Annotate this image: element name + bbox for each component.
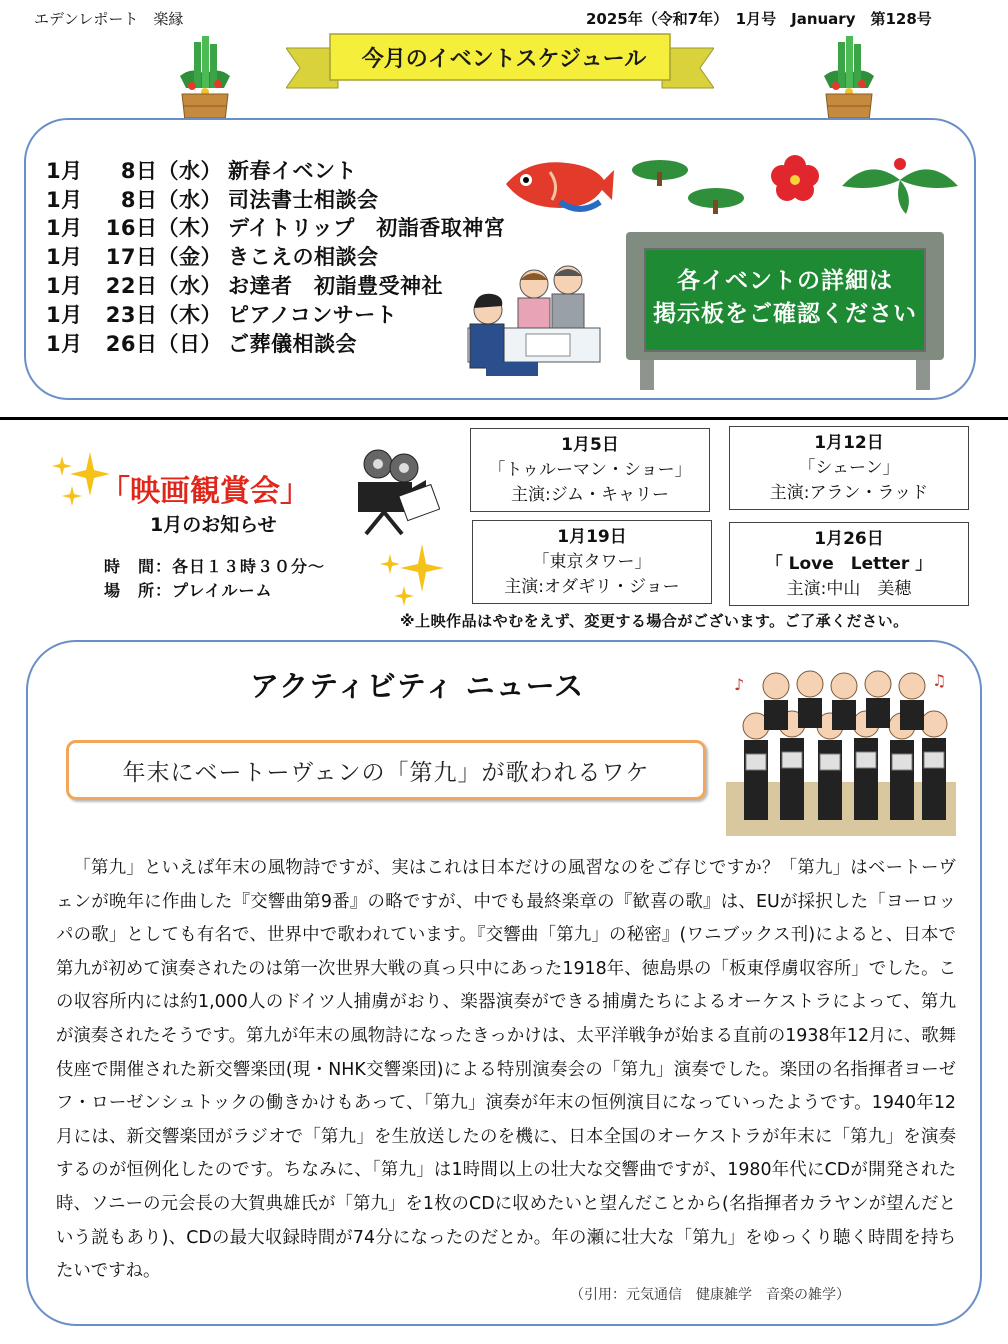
issue-info: 2025年（令和7年） 1月号 January 第128号 xyxy=(586,10,932,28)
event-row: 1月 23日（木） ピアノコンサート xyxy=(46,303,398,327)
movie-event-subtitle: 1月のお知らせ xyxy=(150,514,277,536)
event-row: 1月 8日（水） 新春イベント xyxy=(46,159,357,183)
movie-camera-icon xyxy=(340,446,440,536)
svg-text:♪: ♪ xyxy=(734,675,745,694)
svg-text:♫: ♫ xyxy=(932,671,947,690)
bamboo-leaf-icon xyxy=(840,146,960,216)
activity-citation: （引用：元気通信 健康雑学 音楽の雑学） xyxy=(570,1287,850,1303)
film-card: 1月5日 「トゥルーマン・ショー」 主演:ジム・キャリー xyxy=(470,428,710,512)
chalkboard-line: 各イベントの詳細は xyxy=(677,268,893,294)
activity-article-body: 「第九」といえば年末の風物詩ですが、実はこれは日本だけの風習なのをご存じですか？「第九」はベートーヴェンが晩年に作曲した『交響曲第9番』の略ですが、中でも最終楽章の『歓喜の歌』は、EUが採択した「ヨーロッパの歌」としても有名で、世界中で歌われています。『交響曲「第九」の秘密』(ワニブックス刊)によると、日本で第九が初めて演奏されたのは第一次世界大戦の真っ只中にあった1918年、徳島県の「板東俘虜収容所」でした。この収容所内には約1,000人のドイツ人捕虜がおり、楽器演奏ができる捕虜たちによるオーケストラによって、第九が演奏されたそうです。第九が年末の風物詩になったきっかけは、太平洋戦争が始まる直前の1938年12月に、歌舞伎座で開催された新交響楽団(現・NHK交響楽団)による特別演奏会の「第九」演奏でした。楽団の名指揮者ヨーゼフ・ローゼンシュトックの働きかけもあって、「第九」演奏が年末の恒例演目になっていったようです。1940年12月には、新交響楽団がラジオで「第九」を生放送したのを機に、日本全国のオーケストラが年末に「第九」を演奏するのが恒例化したのです。ちなみに、「第九」は1時間以上の壮大な交響曲ですが、1980年代にCDが開発された時、ソニーの元会長の大賀典雄氏が「第九」を1枚のCDに収めたいと望んだことから(名指揮者カラヤンが望んだという説もあり)、CDの最大収録時間が74分になったのだとか。年の瀬に壮大な「第九」をゆっくり聴く時間を持ちたいですね。 xyxy=(56,858,956,1282)
activity-title: アクティビティ ニュース xyxy=(250,669,585,703)
choir-illustration-icon xyxy=(726,664,956,836)
sparkle-icon xyxy=(376,540,446,606)
movie-time: 時 間：各日１３時３０分～ xyxy=(104,557,326,576)
movie-event-title: 「映画観賞会」 xyxy=(100,474,310,509)
schedule-banner-title: 今月のイベントスケジュール xyxy=(361,47,647,72)
event-row: 1月 26日（日） ご葬儀相談会 xyxy=(46,332,357,356)
movie-place: 場 所：プレイルーム xyxy=(104,581,273,600)
chalkboard-line: 掲示板をご確認ください xyxy=(653,301,917,327)
plum-blossom-icon xyxy=(760,152,830,202)
film-card: 1月19日 「東京タワー」 主演:オダギリ・ジョー xyxy=(472,520,712,604)
event-row: 1月 17日（金） きこえの相談会 xyxy=(46,245,379,269)
event-row: 1月 8日（水） 司法書士相談会 xyxy=(46,188,379,212)
section-divider xyxy=(0,417,1008,420)
event-row: 1月 16日（木） デイトリップ 初詣香取神宮 xyxy=(46,216,506,240)
newsletter-name: エデンレポート 楽縁 xyxy=(34,10,184,28)
pine-icon xyxy=(628,150,692,190)
activity-headline: 年末にベートーヴェンの「第九」が歌われるワケ xyxy=(122,760,650,786)
sea-bream-icon xyxy=(500,150,616,216)
movie-notice: ※上映作品はやむをえず、変更する場合がございます。ご了承ください。 xyxy=(400,612,909,630)
film-card: 1月12日 「シェーン」 主演:アラン・ラッド xyxy=(729,426,969,510)
film-card: 1月26日 「 Love Letter 」 主演:中山 美穂 xyxy=(729,522,969,606)
event-row: 1月 22日（水） お達者 初詣豊受神社 xyxy=(46,274,443,298)
consultation-illustration-icon xyxy=(466,262,606,380)
pine-icon xyxy=(684,178,748,218)
